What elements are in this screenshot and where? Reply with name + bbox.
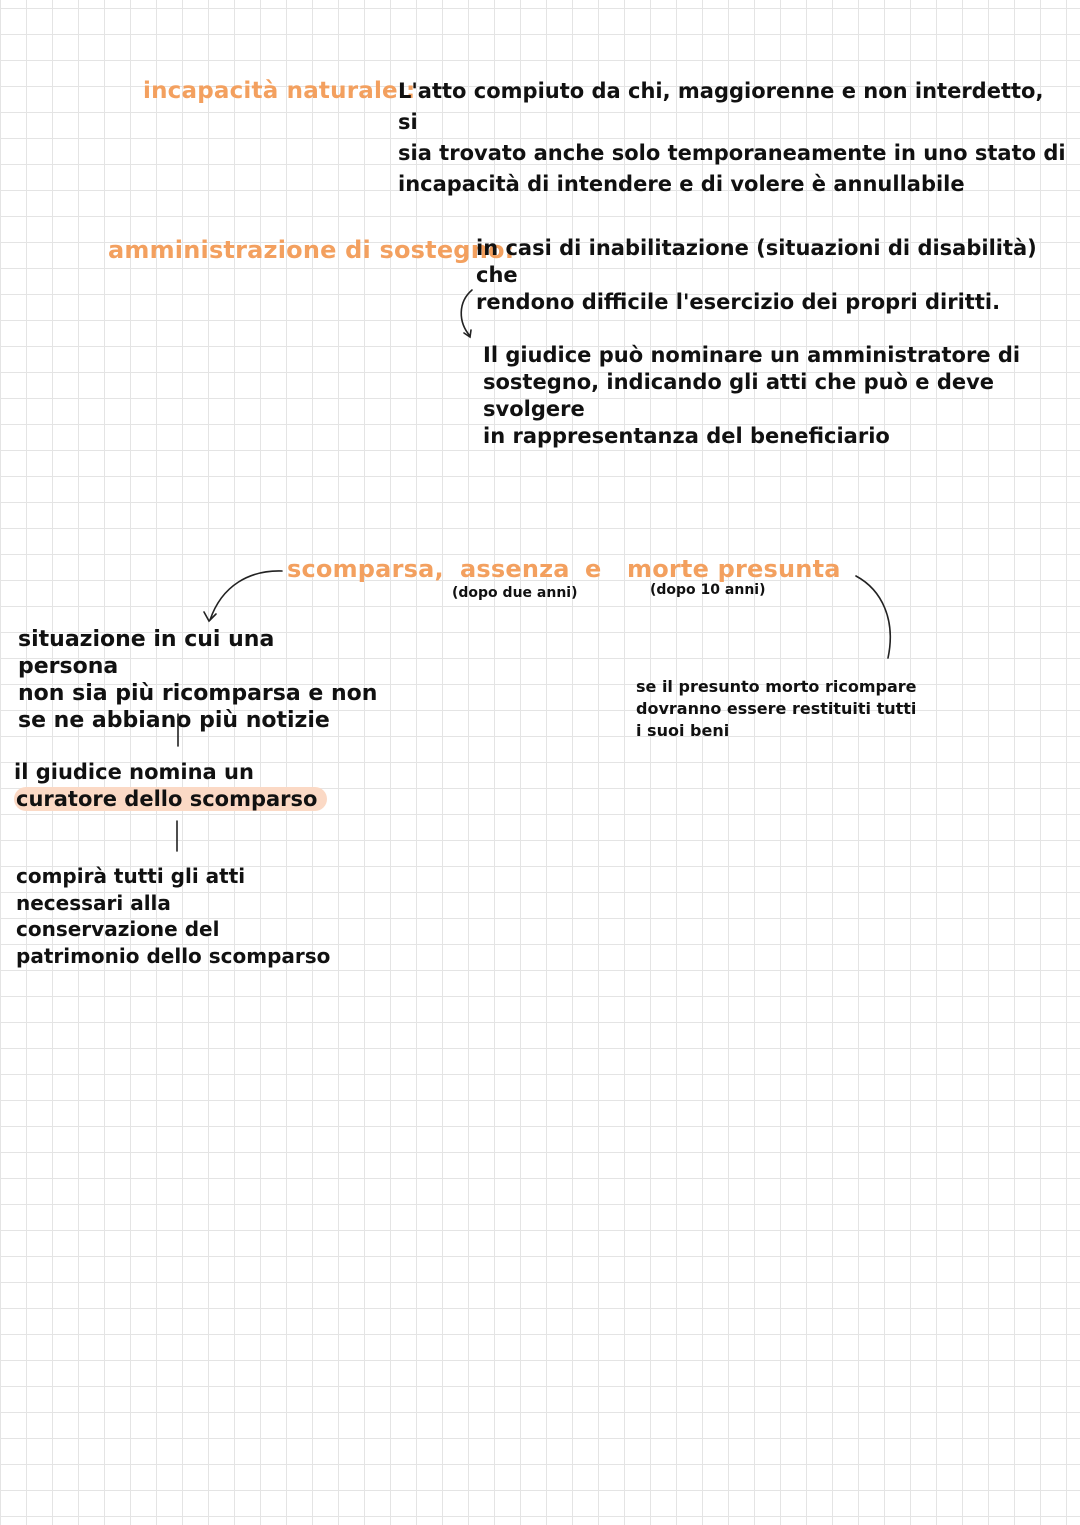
e-conjunction: e <box>585 555 602 583</box>
assenza-title: assenza <box>460 555 570 583</box>
amministrazione-line: in casi di inabilitazione (situazioni di disabilità) che <box>476 236 1037 287</box>
acts-line: compirà tutti gli atti <box>16 864 246 888</box>
morte-arrow <box>856 576 890 658</box>
description-line: non sia più ricomparsa e non <box>18 681 378 706</box>
description-line: se ne abbiano più notizie <box>18 708 330 733</box>
detail-line: in rappresentanza del beneficiario <box>483 424 890 448</box>
judge-line: il giudice nomina un <box>14 760 254 784</box>
return-line: dovranno essere restituiti tutti <box>636 699 917 718</box>
incapacita-line: incapacità di intendere e di volere è annullabile <box>398 172 965 196</box>
scomparsa-arrowhead <box>204 612 216 621</box>
detail-line: Il giudice può nominare un amministratore di <box>483 343 1021 367</box>
acts-line: necessari alla <box>16 890 171 915</box>
incapacita-line: L'atto compiuto da chi, maggiorenne e non interdetto, si <box>398 79 1044 134</box>
morte-presunta-title: morte presunta <box>627 555 841 583</box>
return-line: i suoi beni <box>636 721 730 740</box>
assenza-note: (dopo due anni) <box>452 585 578 601</box>
description-line: situazione in cui una persona <box>18 627 275 679</box>
curatore-highlight: curatore dello scomparso <box>14 787 327 811</box>
amministrazione-line: rendono difficile l'esercizio dei propri diritti. <box>476 290 1001 314</box>
acts-line: conservazione del <box>16 917 220 941</box>
detail-line: sostegno, indicando gli atti che può e deve svolgere <box>483 370 995 421</box>
incapacita-naturale-title: incapacità naturale : <box>143 78 416 104</box>
scomparsa-arrow <box>210 571 282 620</box>
scomparsa-title: scomparsa, <box>287 555 444 583</box>
morte-note: (dopo 10 anni) <box>650 582 766 598</box>
return-line: se il presunto morto ricompare <box>636 677 917 696</box>
amministrazione-bracket <box>461 290 472 336</box>
incapacita-line: sia trovato anche solo temporaneamente in uno stato di <box>398 141 1066 165</box>
amministrazione-title: amministrazione di sostegno: <box>108 236 515 264</box>
acts-line: patrimonio dello scomparso <box>16 943 331 968</box>
